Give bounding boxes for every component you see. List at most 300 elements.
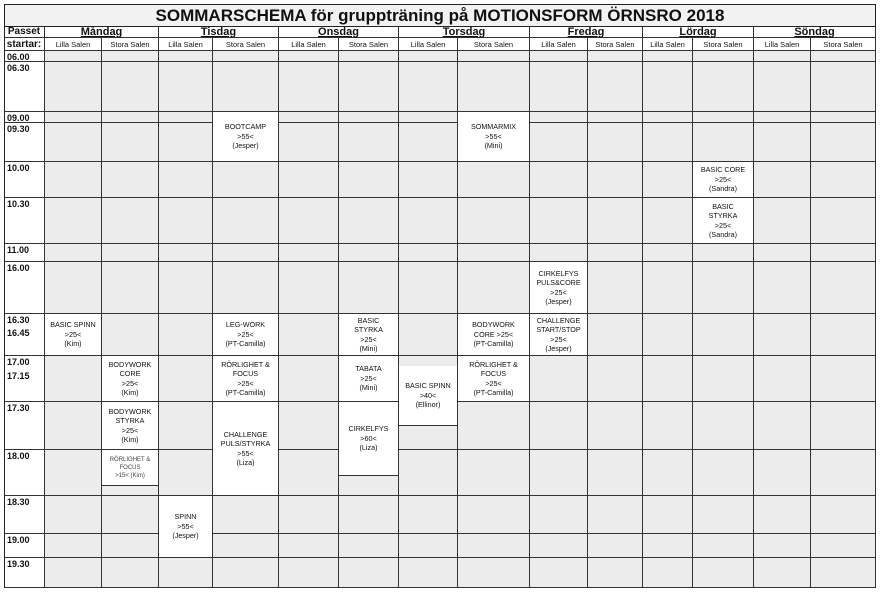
empty-slot	[693, 314, 754, 356]
class-session[interactable]	[458, 356, 530, 402]
empty-slot	[339, 123, 399, 162]
empty-slot	[102, 112, 159, 123]
empty-slot	[399, 262, 458, 314]
cell-text: FOCUS	[232, 369, 259, 378]
empty-slot	[458, 244, 530, 262]
empty-slot	[643, 496, 693, 534]
class-session[interactable]	[339, 356, 399, 402]
cell-text: (Kim)	[121, 435, 139, 444]
empty-slot	[588, 450, 643, 496]
empty-slot	[530, 51, 588, 62]
room-header	[102, 38, 159, 51]
cell-text: Lilla Salen	[410, 39, 446, 49]
empty-slot	[754, 558, 811, 588]
cell-text: 19.30	[7, 559, 30, 569]
empty-slot	[159, 356, 213, 402]
empty-slot	[45, 534, 102, 558]
empty-slot	[45, 356, 102, 402]
cell-text: (PT-Camilla)	[473, 339, 514, 349]
cell-text: 18.00	[7, 451, 30, 461]
empty-slot	[530, 112, 588, 123]
empty-slot	[811, 51, 876, 62]
empty-slot	[339, 62, 399, 112]
empty-slot	[530, 534, 588, 558]
empty-slot	[754, 123, 811, 162]
room-header	[458, 38, 530, 51]
cell-text: Lilla Salen	[55, 39, 91, 49]
cell-text: 10.30	[7, 199, 30, 209]
cell-text: RÖRLIGHET &	[109, 456, 151, 463]
empty-slot	[530, 496, 588, 534]
empty-slot	[399, 123, 458, 162]
cell-text: BASIC CORE	[700, 165, 746, 175]
time-label	[4, 162, 45, 198]
empty-slot	[693, 356, 754, 402]
day-header	[399, 26, 530, 38]
empty-slot	[693, 112, 754, 123]
cell-text: >25<	[237, 378, 254, 388]
time-label	[4, 244, 45, 262]
time-label	[4, 198, 45, 244]
cell-text: (Jesper)	[172, 531, 199, 541]
empty-slot	[279, 558, 339, 588]
cell-text: >25<	[485, 378, 502, 388]
empty-slot	[643, 534, 693, 558]
empty-slot	[399, 558, 458, 588]
empty-slot	[159, 123, 213, 162]
cell-text: (Mini)	[484, 141, 503, 151]
empty-slot	[643, 162, 693, 198]
cell-text: Söndag	[794, 25, 835, 38]
cell-text: Måndag	[80, 25, 123, 38]
class-session[interactable]	[339, 314, 399, 356]
empty-slot	[159, 262, 213, 314]
room-header	[339, 38, 399, 51]
class-session[interactable]	[102, 450, 159, 486]
empty-slot	[159, 198, 213, 244]
empty-slot	[643, 314, 693, 356]
cell-text: CHALLENGE	[223, 429, 268, 439]
cell-text: START/STOP	[536, 325, 581, 334]
empty-slot	[159, 162, 213, 198]
empty-slot	[458, 402, 530, 450]
cell-text: Stora Salen	[823, 39, 863, 49]
cell-text: Stora Salen	[225, 39, 266, 49]
empty-slot	[102, 534, 159, 558]
cell-text: >25<	[550, 287, 567, 297]
empty-slot	[159, 51, 213, 62]
class-session[interactable]	[102, 402, 159, 450]
empty-slot	[399, 244, 458, 262]
class-session[interactable]	[530, 262, 588, 314]
cell-text: Lördag	[679, 25, 717, 38]
empty-slot	[811, 402, 876, 450]
cell-text: Stora Salen	[595, 39, 635, 49]
empty-slot	[213, 496, 279, 534]
empty-slot	[754, 534, 811, 558]
cell-text: >25<	[360, 334, 377, 344]
empty-slot	[530, 356, 588, 402]
empty-slot	[45, 123, 102, 162]
empty-slot	[102, 198, 159, 244]
class-session[interactable]	[213, 314, 279, 356]
time-label	[4, 402, 45, 450]
room-header	[279, 38, 339, 51]
empty-slot	[530, 244, 588, 262]
cell-text: 06.00	[7, 52, 30, 62]
cell-text: 17.30	[7, 403, 30, 413]
cell-text: (Jesper)	[545, 344, 572, 353]
pass-label-header-2	[4, 38, 45, 51]
empty-slot	[159, 112, 213, 123]
cell-text: >55<	[177, 521, 194, 531]
cell-text: CIRKELFYS	[538, 268, 579, 278]
empty-slot	[588, 558, 643, 588]
empty-slot	[458, 558, 530, 588]
cell-text: PULS&CORE	[536, 278, 581, 287]
empty-slot	[102, 314, 159, 356]
class-session[interactable]	[102, 356, 159, 402]
empty-slot	[811, 450, 876, 496]
cell-text: Lilla Salen	[541, 39, 576, 49]
cell-text: >15< (Kim)	[115, 472, 145, 479]
empty-slot	[643, 262, 693, 314]
empty-slot	[811, 62, 876, 112]
empty-slot	[588, 62, 643, 112]
empty-slot	[643, 51, 693, 62]
empty-slot	[102, 496, 159, 534]
cell-text: (Kim)	[64, 339, 82, 349]
cell-text: (Kim)	[121, 388, 139, 397]
empty-slot	[693, 244, 754, 262]
cell-text: CORE	[119, 369, 141, 378]
empty-slot	[159, 314, 213, 356]
class-session[interactable]	[399, 366, 458, 426]
empty-slot	[588, 356, 643, 402]
cell-text: BASIC	[712, 201, 734, 211]
room-header	[530, 38, 588, 51]
empty-slot	[811, 198, 876, 244]
class-session[interactable]	[458, 112, 530, 162]
empty-slot	[693, 62, 754, 112]
empty-slot	[45, 244, 102, 262]
room-header	[45, 38, 102, 51]
day-header	[643, 26, 754, 38]
cell-text: CHALLENGE	[536, 315, 581, 325]
empty-slot	[643, 450, 693, 496]
empty-slot	[588, 112, 643, 123]
cell-text: Lilla Salen	[168, 39, 203, 49]
empty-slot	[811, 534, 876, 558]
empty-slot	[102, 62, 159, 112]
empty-slot	[458, 51, 530, 62]
empty-slot	[339, 112, 399, 123]
cell-text: (Mini)	[359, 383, 378, 393]
empty-slot	[754, 112, 811, 123]
empty-slot	[588, 534, 643, 558]
cell-text: >25<	[550, 334, 567, 344]
empty-slot	[159, 450, 213, 496]
empty-slot	[588, 496, 643, 534]
cell-text: Torsdag	[442, 25, 486, 38]
empty-slot	[339, 534, 399, 558]
empty-slot	[102, 51, 159, 62]
empty-slot	[588, 198, 643, 244]
cell-text: (Ellinor)	[415, 400, 441, 410]
cell-text: (PT-Camilla)	[225, 388, 266, 397]
empty-slot	[213, 534, 279, 558]
empty-slot	[339, 162, 399, 198]
cell-text: Lilla Salen	[650, 39, 685, 49]
cell-text: Passet	[7, 26, 41, 37]
cell-text: SPINN	[174, 512, 197, 522]
empty-slot	[754, 314, 811, 356]
cell-text: Stora Salen	[473, 39, 514, 49]
cell-text: BASIC SPINN	[50, 320, 96, 330]
cell-text: STYRKA	[115, 416, 145, 425]
empty-slot	[213, 198, 279, 244]
empty-slot	[811, 558, 876, 588]
class-session[interactable]	[458, 314, 530, 356]
cell-text: 09.30	[7, 124, 30, 134]
empty-slot	[754, 402, 811, 450]
time-label-1645: 16.45	[7, 328, 30, 338]
cell-text: TABATA	[355, 364, 382, 374]
empty-slot	[588, 244, 643, 262]
empty-slot	[279, 402, 339, 450]
empty-slot	[213, 62, 279, 112]
class-session[interactable]	[693, 162, 754, 198]
empty-slot	[811, 123, 876, 162]
room-header	[811, 38, 876, 51]
empty-slot	[693, 534, 754, 558]
cell-text: Onsdag	[318, 25, 359, 38]
empty-slot	[213, 244, 279, 262]
empty-slot	[399, 496, 458, 534]
cell-text: (Mini)	[359, 344, 378, 353]
cell-text: >40<	[419, 390, 437, 400]
empty-slot	[102, 162, 159, 198]
day-header	[754, 26, 876, 38]
empty-slot	[213, 51, 279, 62]
empty-slot	[588, 262, 643, 314]
cell-text: >25<	[714, 174, 732, 184]
empty-slot	[159, 244, 213, 262]
empty-slot	[530, 402, 588, 450]
time-label	[4, 262, 45, 314]
empty-slot	[811, 356, 876, 402]
class-session[interactable]	[213, 356, 279, 402]
empty-slot	[102, 123, 159, 162]
empty-slot	[45, 496, 102, 534]
empty-slot	[213, 558, 279, 588]
empty-slot	[588, 162, 643, 198]
empty-slot	[279, 51, 339, 62]
cell-text: Lilla Salen	[764, 39, 800, 49]
empty-slot	[693, 51, 754, 62]
cell-text: (Jesper)	[545, 297, 572, 306]
empty-slot	[45, 262, 102, 314]
empty-slot	[45, 402, 102, 450]
cell-text: FOCUS	[119, 464, 141, 471]
empty-slot	[588, 402, 643, 450]
cell-text: 17.00	[7, 357, 30, 367]
cell-text: >25<	[237, 329, 254, 339]
cell-text: Fredag	[567, 25, 605, 38]
empty-slot	[811, 244, 876, 262]
cell-text: 16.30	[7, 315, 30, 325]
room-header	[693, 38, 754, 51]
empty-slot	[45, 558, 102, 588]
empty-slot	[458, 450, 530, 496]
empty-slot	[159, 402, 213, 450]
cell-text: CIRKELFYS	[348, 424, 389, 434]
empty-slot	[339, 51, 399, 62]
empty-slot	[279, 198, 339, 244]
empty-slot	[588, 123, 643, 162]
class-session[interactable]	[213, 402, 279, 496]
class-session[interactable]	[213, 112, 279, 162]
empty-slot	[279, 62, 339, 112]
cell-text: (Jesper)	[232, 141, 259, 151]
room-header	[159, 38, 213, 51]
empty-slot	[754, 62, 811, 112]
empty-slot	[643, 558, 693, 588]
empty-slot	[399, 62, 458, 112]
class-session[interactable]	[693, 198, 754, 244]
empty-slot	[754, 51, 811, 62]
empty-slot	[102, 558, 159, 588]
empty-slot	[458, 198, 530, 244]
empty-slot	[339, 262, 399, 314]
class-session[interactable]	[530, 314, 588, 356]
empty-slot	[588, 314, 643, 356]
empty-slot	[458, 534, 530, 558]
empty-slot	[279, 450, 339, 496]
empty-slot	[458, 262, 530, 314]
cell-text: 06.30	[7, 63, 30, 73]
empty-slot	[693, 496, 754, 534]
empty-slot	[45, 51, 102, 62]
empty-slot	[530, 62, 588, 112]
cell-text: BODYWORK	[472, 320, 515, 330]
empty-slot	[754, 198, 811, 244]
empty-slot	[279, 356, 339, 402]
cell-text: >55<	[237, 448, 254, 458]
empty-slot	[213, 162, 279, 198]
cell-text: Stora Salen	[348, 39, 389, 49]
cell-text: (PT-Camilla)	[225, 339, 266, 349]
empty-slot	[279, 496, 339, 534]
cell-text: PULS/STYRKA	[220, 439, 271, 448]
empty-slot	[530, 123, 588, 162]
class-session[interactable]	[339, 402, 399, 476]
cell-text: >55<	[485, 131, 502, 141]
cell-text: >25<	[121, 378, 139, 388]
class-session[interactable]	[159, 496, 213, 558]
empty-slot	[279, 534, 339, 558]
cell-text: (Liza)	[359, 443, 378, 453]
cell-text: 16.00	[7, 263, 30, 273]
empty-slot	[754, 262, 811, 314]
empty-slot	[811, 112, 876, 123]
cell-text: (Liza)	[236, 458, 255, 467]
empty-slot	[45, 450, 102, 496]
cell-text: 18.30	[7, 497, 30, 507]
empty-slot	[643, 244, 693, 262]
empty-slot	[458, 162, 530, 198]
empty-slot	[339, 244, 399, 262]
empty-slot	[339, 558, 399, 588]
cell-text: Tisdag	[200, 25, 237, 38]
time-label	[4, 558, 45, 588]
empty-slot	[693, 558, 754, 588]
cell-text: 19.00	[7, 535, 30, 545]
schedule-title: SOMMARSCHEMA för gruppträning på MOTIONSFORM ÖRNSRO 2018	[4, 4, 876, 27]
cell-text: 11.00	[7, 245, 30, 255]
empty-slot	[279, 244, 339, 262]
empty-slot	[643, 198, 693, 244]
time-label	[4, 62, 45, 112]
time-label	[4, 112, 45, 123]
cell-text: STYRKA	[708, 211, 738, 220]
empty-slot	[159, 62, 213, 112]
empty-slot	[159, 558, 213, 588]
day-header	[45, 26, 159, 38]
empty-slot	[754, 450, 811, 496]
empty-slot	[643, 402, 693, 450]
empty-slot	[279, 162, 339, 198]
room-header	[754, 38, 811, 51]
empty-slot	[754, 244, 811, 262]
time-label-1715: 17.15	[7, 371, 30, 381]
time-label	[4, 534, 45, 558]
empty-slot	[530, 450, 588, 496]
empty-slot	[279, 112, 339, 123]
empty-slot	[45, 198, 102, 244]
day-header	[530, 26, 643, 38]
empty-slot	[279, 314, 339, 356]
empty-slot	[588, 51, 643, 62]
time-label	[4, 450, 45, 496]
empty-slot	[811, 496, 876, 534]
cell-text: (PT-Camilla)	[473, 388, 514, 397]
cell-text: >25<	[64, 329, 82, 339]
empty-slot	[339, 198, 399, 244]
cell-text: SOMMARMIX	[470, 122, 517, 132]
empty-slot	[811, 314, 876, 356]
empty-slot	[279, 123, 339, 162]
empty-slot	[530, 558, 588, 588]
cell-text: >25<	[360, 373, 377, 383]
cell-text: RÖRLIGHET &	[221, 359, 270, 369]
cell-text: >25<	[714, 220, 732, 230]
empty-slot	[102, 262, 159, 314]
empty-slot	[458, 62, 530, 112]
cell-text: LEG-WORK	[225, 320, 266, 330]
empty-slot	[339, 496, 399, 534]
cell-text: 10.00	[7, 163, 30, 173]
empty-slot	[279, 262, 339, 314]
empty-slot	[399, 198, 458, 244]
empty-slot	[399, 112, 458, 123]
empty-slot	[643, 112, 693, 123]
class-session[interactable]	[45, 314, 102, 356]
day-header	[279, 26, 399, 38]
empty-slot	[213, 262, 279, 314]
cell-text: 09.00	[7, 113, 30, 123]
empty-slot	[399, 450, 458, 496]
